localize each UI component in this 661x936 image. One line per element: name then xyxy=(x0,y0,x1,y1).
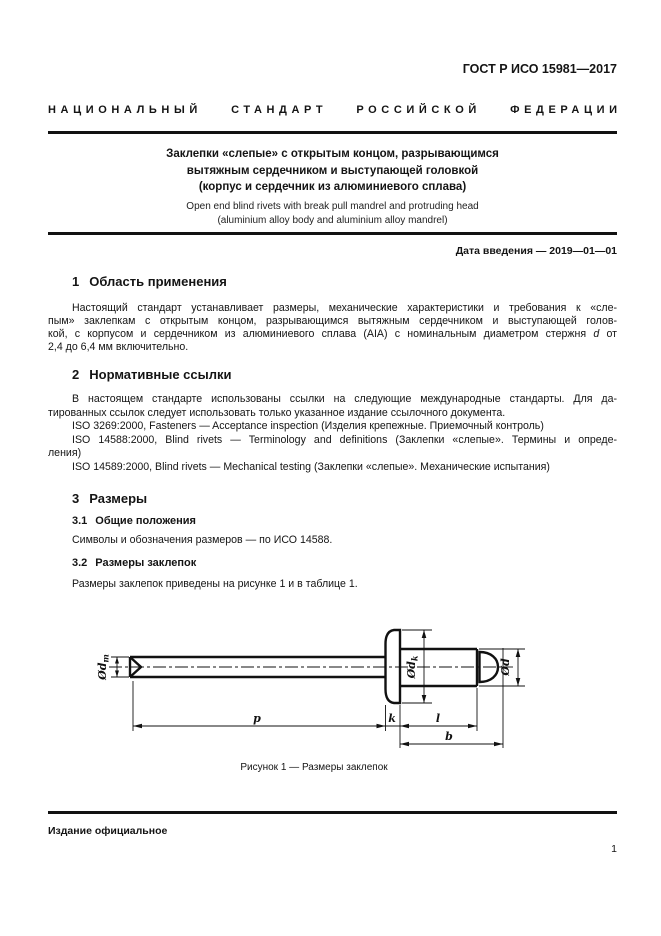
dim-label-d: Ød xyxy=(499,658,512,676)
dim-label-dm: $Ød_m$ xyxy=(96,654,111,680)
title-ru-line: Заклепки «слепые» с открытым концом, разрывающимся xyxy=(166,148,499,160)
standard-type-line xyxy=(48,104,622,116)
title-en-line: (aluminium alloy body and aluminium alloy mandrel) xyxy=(217,214,448,226)
section-2-heading xyxy=(72,367,231,382)
section-number: 3.1 xyxy=(72,515,88,527)
iso-reference-continued: ления) xyxy=(48,447,82,460)
effective-date: Дата введения — 2019—01—01 xyxy=(455,245,617,257)
dimension-dm xyxy=(96,654,129,681)
doc-code: ГОСТ Р ИСО 15981—2017 xyxy=(462,62,617,76)
paragraph-line: Настоящий стандарт устанавливает размеры, механические характеристики и требования к «сле- xyxy=(72,302,617,314)
iso-reference: ISO 14589:2000, Blind rivets — Mechanical testing (Заклепки «слепые». Механические испытания) xyxy=(72,460,550,473)
standard-type-word: РОССИЙСКОЙ xyxy=(356,104,481,116)
section-title: Размеры заклепок xyxy=(95,557,197,569)
divider-title xyxy=(48,232,617,235)
dimension-dk xyxy=(402,630,432,703)
paragraph-line: кой, с корпусом и сердечником из алюминиевого сплава (AIA) с номинальным диаметром стержня d от xyxy=(48,327,617,340)
figure-1-rivet-drawing xyxy=(95,615,535,763)
dim-label-p: p xyxy=(253,712,261,725)
section-title: Размеры xyxy=(89,491,148,506)
dim-label-dk: $Ød_k$ xyxy=(405,655,420,679)
standard-type-word: ФЕДЕРАЦИИ xyxy=(510,104,622,116)
paragraph-line: пым» заклепкам с открытым концом, разрывающимся вытяжным сердечником и выступающей голов- xyxy=(48,314,617,327)
standard-type-word: НАЦИОНАЛЬНЫЙ xyxy=(48,104,202,116)
title-en xyxy=(48,200,617,227)
section-2-paragraph xyxy=(48,393,617,475)
official-edition-note: Издание официальное xyxy=(48,825,168,837)
symbol-d: d xyxy=(593,327,600,340)
section-title: Нормативные ссылки xyxy=(89,367,232,382)
rivet-head xyxy=(386,630,401,703)
title-en-line: Open end blind rivets with break pull mandrel and protruding head xyxy=(186,201,479,212)
page-number: 1 xyxy=(611,843,617,855)
title-ru-line: вытяжным сердечником и выступающей головкой xyxy=(186,164,479,177)
section-3-1-text: Символы и обозначения размеров — по ИСО 14588. xyxy=(72,534,333,546)
section-1-paragraph xyxy=(48,302,617,354)
section-3-2-heading xyxy=(72,557,196,569)
dim-label-b: b xyxy=(445,730,453,743)
section-1-heading xyxy=(72,274,227,289)
paragraph-line: 2,4 до 6,4 мм включительно. xyxy=(48,340,189,353)
iso-reference: ISO 3269:2000, Fasteners — Acceptance inspection (Изделия крепежные. Приемочный контроль) xyxy=(72,420,544,433)
figure-caption: Рисунок 1 — Размеры заклепок xyxy=(240,762,388,773)
section-title: Область применения xyxy=(89,274,227,289)
standard-type-word: СТАНДАРТ xyxy=(231,104,328,116)
title-ru xyxy=(48,146,617,196)
section-3-2-text: Размеры заклепок приведены на рисунке 1 и в таблице 1. xyxy=(72,578,358,590)
section-number: 3.2 xyxy=(72,557,88,569)
section-number: 2 xyxy=(72,367,80,382)
paragraph-line: тированных ссылок следует использовать только указанное издание ссылочного документа. xyxy=(48,406,506,419)
dim-label-l: l xyxy=(435,712,441,725)
divider-footer xyxy=(48,811,617,814)
paragraph-line: В настоящем стандарте использованы ссылки на следующие международные стандарты. Для да- xyxy=(72,393,617,405)
section-number: 3 xyxy=(72,491,80,506)
iso-reference: ISO 14588:2000, Blind rivets — Terminology and definitions (Заклепки «слепые». Термины и опреде- xyxy=(72,433,617,446)
dim-label-k: k xyxy=(388,712,396,725)
dimension-p-k-l xyxy=(133,712,477,728)
title-ru-line: (корпус и сердечник из алюминиевого сплава) xyxy=(198,181,467,193)
section-title: Общие положения xyxy=(95,515,196,527)
section-3-heading xyxy=(72,491,147,506)
dimension-b xyxy=(400,730,503,746)
section-number: 1 xyxy=(72,274,80,289)
divider-top xyxy=(48,131,617,134)
section-3-1-heading xyxy=(72,515,196,527)
